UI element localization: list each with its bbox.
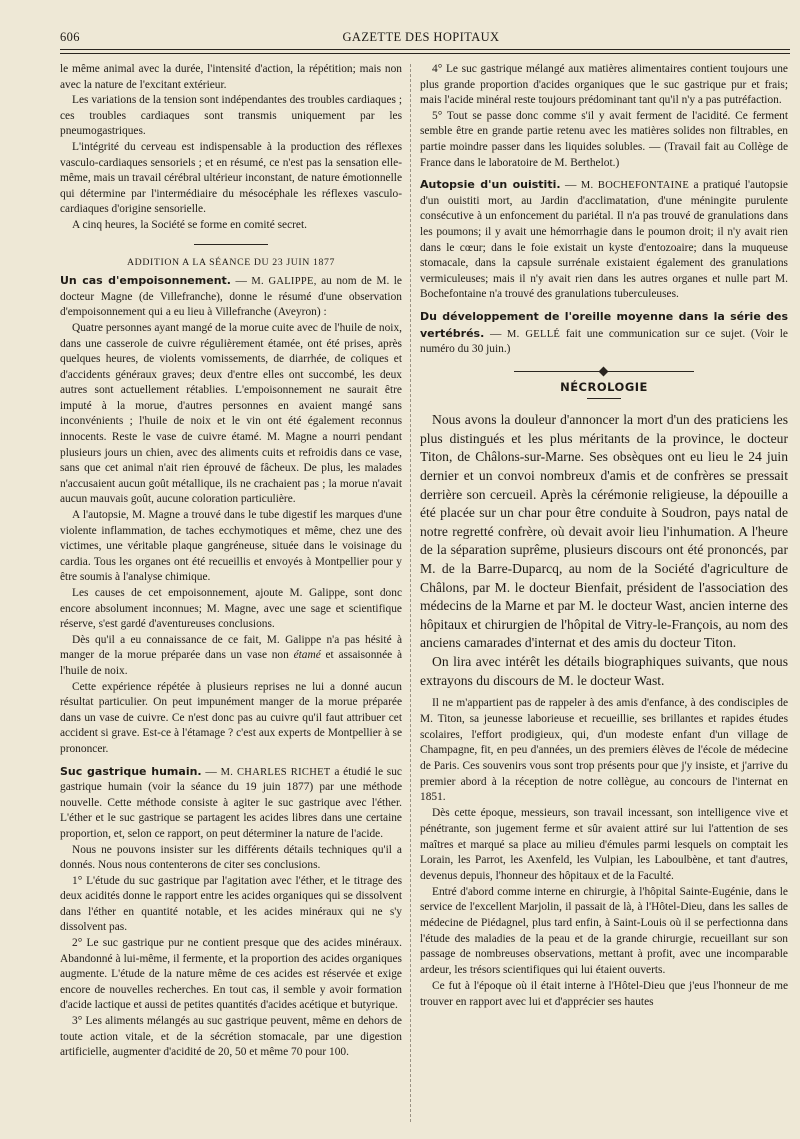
paragraph: le même animal avec la durée, l'intensité d'action, la répétition; mais non avec la nature de l'excitant extérieur.: [60, 63, 402, 91]
paragraph: Quatre personnes ayant mangé de la morue cuite avec de l'huile de noix, dans une casserole de cuivre régulièrement étamée, ont été prises, après quelques heures, de violents vomissements, de diarrhée, de coliques et d'accidents généraux graves; deux d'entre elles ont succombé, les deux autres sont actuellement rétablies. L'empoisonnement ne saurait être imputé à la morue, d'autres personnes en avaient mangé sans inconvénients ; l'huile de noix et le vin ont été également reconnus innocents. Reste le vase de cuivre étamé. M. Magne a nourri pendant plusieurs jours un chien, avec des aliments cuits et refroidis dans ce vase, sans que cet animal n'ait rien éprouvé de fâcheux. De plus, les malades n'accusaient aucun goût métallique, ils ne crachaient pas ; la morue n'avait aucun mauvais goût, aucune coloration particulière.: [60, 321, 402, 506]
article-text: a étudié le suc gastrique humain (voir la séance du 19 juin 1877) par une méthode nouvelle. Cette méthode consiste à agiter le suc gastrique avec l'éther. L'éther et le suc gastrique se partagent les acides libres dans une certaine proportion, et, selon ce rapport, on peut déterminer la nature de l'acide.: [60, 765, 402, 840]
conclusion-item: 2° Le suc gastrique pur ne contient presque que des acides minéraux. Abandonné à lui-même, il fermente, et la proportion des acides organiques augmente. L'étude de la nature même de ces acides est réservée et exige encore de nouvelles recherches. En tout cas, il semble y avoir formation d'acide lactique et aussi de petites quantités d'acides acétique et butyrique.: [60, 937, 402, 1012]
paragraph: A cinq heures, la Société se forme en comité secret.: [72, 218, 307, 231]
article-poisoning: Un cas d'empoisonnement. — M. GALIPPE, au nom de M. le docteur Magne (de Villefranche), donne le résumé d'une observation d'empoisonnement qui a eu lieu à Villefranche (Aveyron) :: [60, 274, 402, 319]
author-name: M. GALIPPE,: [251, 276, 317, 288]
article-heading: Un cas d'empoisonnement.: [60, 274, 231, 288]
conclusion-item: 1° L'étude du suc gastrique par l'agitation avec l'éther, et le titrage des deux acidités donne le rapport entre les acides organiques qui se dissolvent dans l'éther en quantité notable, et les acides minéraux qui ne s'y dissolvent pas.: [60, 874, 402, 934]
section-title-necrology: NÉCROLOGIE: [560, 379, 648, 394]
paragraph: Ce fut à l'époque où il était interne à l'Hôtel-Dieu que j'eus l'honneur de me trouver en rapport avec lui et d'apprécier ses hautes: [420, 979, 788, 1008]
article-text: a pratiqué l'autopsie d'un ouistiti mort, au Jardin d'acclimatation, d'une méningite purulente consécutive à un enfoncement du pariétal. Il n'a pas trouvé de granulations dans les poumons; il y avait une hémorrhagie dans le poumon droit; il n'y avait rien dans le cœur; dans le foie existait un kyste d'entozoaire; dans la muqueuse stomacale, dans la capsule surrénale existaient également des granulations vermiculeuses; mais il n'y avait rien dans les autres organes et nulle part M. Bochefontaine n'a trouvé des granulations tuberculeuses.: [420, 179, 788, 301]
article-gastric-juice: Suc gastrique humain. — M. CHARLES RICHET a étudié le suc gastrique humain (voir la séance du 19 juin 1877) par une méthode nouvelle. Cette méthode consiste à agiter le suc gastrique avec l'éther. L'éther et le suc gastrique se partagent les acides libres dans une certaine proportion, et, selon ce rapport, on peut déterminer la nature de l'acide.: [60, 764, 402, 840]
paragraph: Cette expérience répétée à plusieurs reprises ne lui a donné aucun résultat particulier. On peut impunément manger de la morue préparée dans un vase de cuivre. Ce n'est donc pas au cuivre qu'il faut attribuer cet accident si grave. Est-ce à l'étamage ? c'est aux experts de Montpellier à se prononcer.: [60, 680, 402, 755]
conclusion-item: 3° Les aliments mélangés au suc gastrique peuvent, même en dehors de toute action vitale, et de la sécrétion stomacale, par une digestion artificielle, augmenter d'acidité de 20, 50 et même 70 pour 100.: [60, 1015, 402, 1059]
article-text: au nom de M. le docteur Magne (de Villefranche), donne le résumé d'une observation d'empoisonnement qui a eu lieu à Villefranche (Aveyron) :: [60, 275, 402, 319]
paragraph: A l'autopsie, M. Magne a trouvé dans le tube digestif les marques d'une violente inflammation, de taches ecchymotiques et même, chez une des victimes, une véritable plaque gangréneuse, située dans le voisinage du cardia. Tous les organes ont été recueillis et envoyés à Montpellier pour y être soumis à l'analyse chimique.: [60, 509, 402, 584]
journal-title: GAZETTE DES HOPITAUX: [342, 30, 500, 44]
paragraph: Nous ne pouvons insister sur les différents détails techniques qu'il a donnés. Nous nous contenterons de citer ses conclusions.: [60, 843, 402, 872]
emphasis: étamé: [293, 649, 321, 662]
article-text: fait une communication sur ce sujet. (Voir le numéro du 30 juin.): [420, 327, 788, 356]
conclusion-item: 4° Le suc gastrique mélangé aux matières alimentaires contient toujours une plus grande proportion d'acides organiques que le suc gastrique pur et frais; mais l'acide minéral reste toujours prédominant tant qu'il n'y a pas putréfaction.: [420, 63, 788, 107]
paragraph: [60, 633, 402, 680]
necrology-intro: [420, 411, 788, 690]
author-name: M. BOCHEFONTAINE: [580, 180, 690, 192]
section-divider: [194, 244, 268, 245]
text-span: et assaisonnée à l'huile de noix.: [60, 649, 402, 677]
paragraph: Les causes de cet empoisonnement, ajoute M. Galippe, sont donc encore absolument inconnues; M. Magne, avec une sage et scientifique réserve, s'est gardé d'aventureuses conclusions.: [60, 587, 402, 631]
paragraph: Il ne m'appartient pas de rappeler à des amis d'enfance, à des condisciples de M. Titon, sa jeunesse laborieuse et recueillie, ses brillantes et rapides études scolaires, l'effort prodigieux, qui, d'un modeste enfant d'un village de Champagne, fit, en peu d'années, un des premiers élèves de l'école de médecine de Paris. Ces souvenirs vous sont trop présents pour que j'y insiste, et j'arrive du premier abord à la réception de notre collègue, au concours de l'internat en 1851.: [420, 697, 788, 804]
header-rule-thin: [60, 53, 790, 54]
paragraph: Les variations de la tension sont indépendantes des troubles cardiaques ; ces troubles cardiaques sont transmis uniquement par les pneumogastriques.: [60, 94, 402, 138]
article-heading: Du développement de l'oreille moyenne dans la série des vertébrés.: [420, 309, 788, 340]
article-heading: Suc gastrique humain.: [60, 764, 202, 778]
addition-title: ADDITION A LA SÉANCE DU 23 JUIN 1877: [126, 256, 335, 268]
column-separator: [410, 64, 411, 1122]
section-title-rule: [587, 398, 621, 399]
paragraph: Nous avons la douleur d'annoncer la mort d'un des praticiens les plus distingués et les plus méritants de la province, le docteur Titon, de Châlons-sur-Marne. Ses obsèques ont eu lieu le 24 juin dernier et un convoi nombreux d'amis et de confrères se pressait derrière son cercueil. Après la cérémonie religieuse, la dépouille a été placée sur un char pour être conduite à Soudron, pays natal de notre regretté confrère, où devait avoir lieu l'inhumation. A l'heure de la séparation suprême, plusieurs discours ont été prononcés, par M. de la Barre-Duparcq, au nom de la Société d'agriculture de Châlons, par M. le docteur Bienfait, président de l'association des médecins de la Marne et par M. le docteur Wast, ancien interne des hôpitaux et chirurgien de l'hôpital de Vitry-le-François, au nom des anciens camarades d'internat et des amis du docteur Titon.: [420, 412, 788, 651]
left-column: [60, 62, 402, 1061]
paragraph: On lira avec intérêt les détails biographiques suivants, que nous extrayons du discours de M. le docteur Wast.: [420, 654, 788, 688]
page-header: [60, 28, 782, 48]
speech-excerpt: [420, 696, 788, 1010]
text-span: Dès qu'il a eu connaissance de ce fait, M. Galippe n'a pas hésité à manger de la morue préparée dans un vase non: [60, 633, 402, 662]
article-autopsy: Autopsie d'un ouistiti. — M. BOCHEFONTAINE a pratiqué l'autopsie d'un ouistiti mort, au Jardin d'acclimatation, d'une méningite purulente consécutive à un enfoncement du pariétal. Il n'a pas trouvé de granulations dans les poumons; il y avait une hémorrhagie dans le poumon droit; il n'y avait rien dans le cœur; dans le foie existait un kyste d'entozoaire; dans la muqueuse stomacale, dans la capsule surrénale existaient également des granulations vermiculeuses; mais il n'y avait rien dans les autres organes et nulle part M. Bochefontaine n'a trouvé des granulations tuberculeuses.: [420, 178, 788, 301]
header-rule: [60, 49, 790, 50]
article-heading: Autopsie d'un ouistiti.: [420, 178, 561, 192]
page-number: 606: [60, 30, 80, 44]
right-column: [420, 62, 788, 1010]
article-middle-ear: Du développement de l'oreille moyenne dans la série des vertébrés. — M. GELLÉ fait une communication sur ce sujet. (Voir le numéro du 30 juin.): [420, 309, 788, 356]
author-name: M. GELLÉ: [507, 328, 561, 340]
ornament-divider: [514, 368, 694, 374]
author-name: M. CHARLES RICHET: [220, 766, 331, 778]
paragraph: Dès cette époque, messieurs, son travail incessant, son intelligence vive et pénétrante, son jugement ferme et sûr avaient attiré sur lui l'attention de ses maîtres et marqué sa place au milieu d'émules parmi lesquels on comptait les Lorain, les Parrot, les Axenfeld, les Vulpian, les Laboulbène, et tant d'autres, devenus depuis, l'honneur des hôpitaux et de la Faculté.: [420, 807, 788, 882]
paragraph: Entré d'abord comme interne en chirurgie, à l'hôpital Sainte-Eugénie, dans le service de l'excellent Marjolin, il passait de là, à l'Hôtel-Dieu, dans les salles de médecine de Piédagnel, plus tard enfin, à Saint-Louis où il se perfectionna dans l'étude des maladies de la peau et de la grande chirurgie, recueillant sur son passage de nombreuses observations, mettant à profit, avec une incomparable ardeur, les trésors scientifiques qui lui étaient ouverts.: [420, 885, 788, 977]
conclusion-item: 5° Tout se passe donc comme s'il y avait ferment de l'acidité. Ce ferment semble être en grande partie retenu avec les matières solides non filtrables, en partie moindre passer dans les liquides solubles. — (Travail fait au Collège de France dans le laboratoire de M. Berthelot.): [420, 109, 788, 169]
paragraph: L'intégrité du cerveau est indispensable à la production des réflexes vasculo-cardiaques sensoriels ; et en résumé, ce n'est pas la sensation elle-même, mais un travail cérébral ultérieur inconstant, de nature émotionnelle qui détermine par l'intermédiaire du mésocéphale les réflexes vasculo-cardiaques d'origine sensorielle.: [60, 140, 402, 216]
